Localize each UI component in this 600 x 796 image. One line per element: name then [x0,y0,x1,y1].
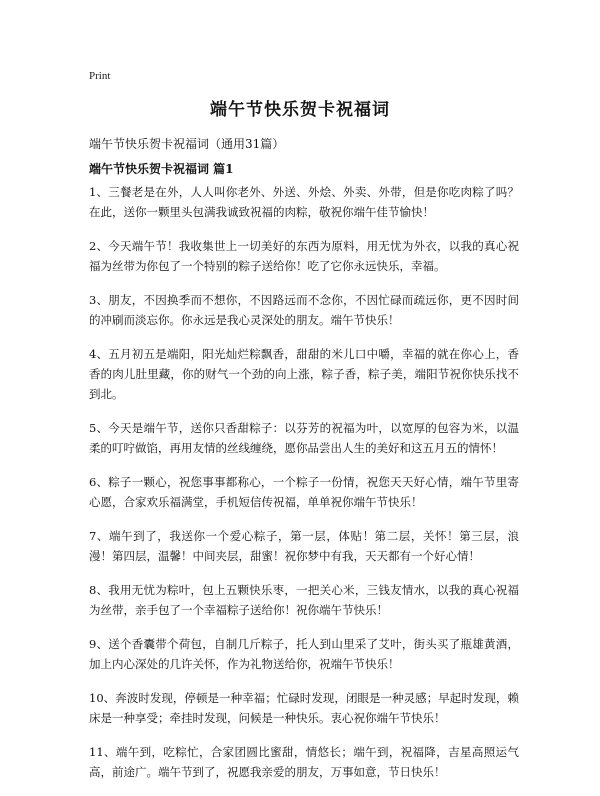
paragraph-5: 5、今天是端午节，送你只香甜粽子：以芬芳的祝福为叶，以宽厚的包容为米，以温柔的叮咛做馅，再用友情的丝线缠绕，愿你品尝出人生的美好和这五月五的情怀！ [89,421,519,455]
document-subtitle: 端午节快乐贺卡祝福词（通用31篇） [89,137,285,151]
paragraph-6: 6、粽子一颗心，祝您事事都称心，一个粽子一份情，祝您天天好心情，端午节里寄心愿，合家欢乐福满堂，手机短信传祝福，单单祝你端午节快乐！ [89,475,519,509]
section-heading: 端午节快乐贺卡祝福词 篇1 [89,162,234,176]
paragraph-1: 1、三餐老是在外，人人叫你老外、外送、外烩、外卖、外带，但是你吃肉粽了吗？在此，送你一颗里头包满我诚致祝福的肉粽，敬祝你端午佳节愉快！ [89,185,519,219]
paragraph-4: 4、五月初五是端阳，阳光灿烂粽飘香，甜甜的米儿口中嚼，幸福的就在你心上，香香的肉儿肚里藏，你的财气一个劲的向上涨，粽子香，粽子美，端阳节祝你快乐找不到北。 [89,347,519,401]
paragraph-7: 7、端午到了，我送你一个爱心粽子，第一层，体贴！第二层，关怀！第三层，浪漫！第四层，温馨！中间夹层，甜蜜！祝你梦中有我，天天都有一个好心情！ [89,529,519,563]
print-link[interactable]: Print [89,70,111,82]
paragraph-3: 3、朋友，不因换季而不想你，不因路远而不念你，不因忙碌而疏远你，更不因时间的冲刷而淡忘你。你永远是我心灵深处的朋友。端午节快乐！ [89,293,519,327]
paragraph-9: 9、送个香囊带个荷包，自制几斤粽子，托人到山里采了艾叶，街头买了瓶雄黄酒，加上内心深处的几许关怀，作为礼物送给你，祝端午节快乐！ [89,637,519,671]
paragraph-2: 2、今天端午节！我收集世上一切美好的东西为原料，用无忧为外衣，以我的真心祝福为丝带为你包了一个特别的粽子送给你！吃了它你永远快乐，幸福。 [89,239,519,273]
paragraph-10: 10、奔波时发现，停顿是一种幸福；忙碌时发现，闭眼是一种灵感；早起时发现，赖床是一种享受；牵挂时发现，问候是一种快乐。衷心祝你端午节快乐！ [89,691,519,725]
content-body [89,182,519,796]
page-title: 端午节快乐贺卡祝福词 [210,100,390,120]
paragraph-8: 8、我用无忧为粽叶，包上五颗快乐枣，一把关心米，三钱友情水，以我的真心祝福为丝带，亲手包了一个幸福粽子送给你！祝你端午节快乐！ [89,583,519,617]
paragraph-11: 11、端午到，吃粽忙，合家团圆比蜜甜，情悠长；端午到，祝福降，吉星高照运气高，前途广。端午节到了，祝愿我亲爱的朋友，万事如意，节日快乐！ [89,745,519,779]
